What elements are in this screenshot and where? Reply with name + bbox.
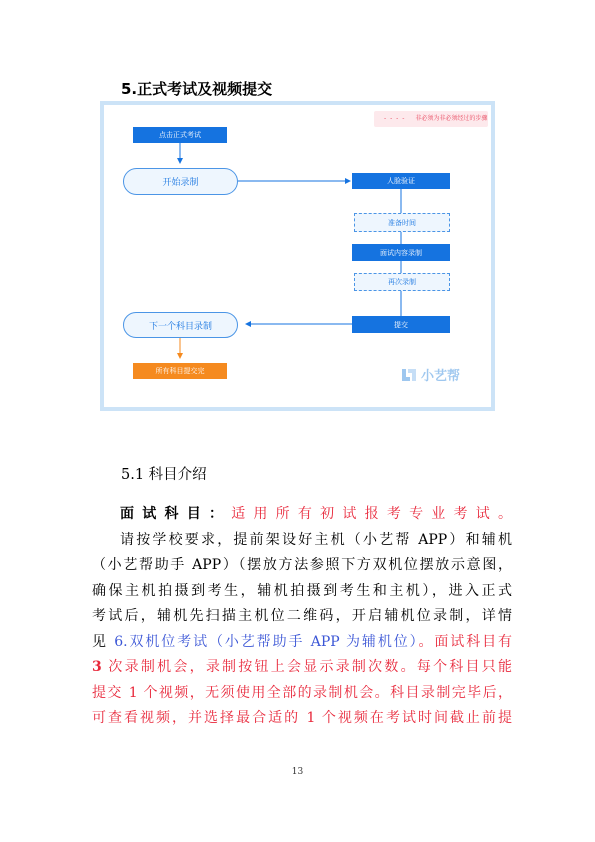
logo-icon [400, 366, 418, 384]
subsection-heading: 5.1 科目介绍 [121, 467, 207, 483]
subject-desc: 适用所有初试报考专业考试。 [231, 506, 513, 522]
subject-label: 面试科目： [120, 506, 232, 522]
page-number: 13 [291, 767, 304, 777]
node-next-subject: 下一个科目录制 [123, 312, 238, 338]
node-prepare-time: 准备时间 [354, 213, 450, 232]
node-re-record: 再次录制 [354, 273, 450, 291]
legend-dash: - - - - [384, 115, 406, 122]
section-heading: 5.正式考试及视频提交 [121, 80, 273, 98]
watermark-text: 小艺帮 [421, 369, 461, 384]
node-start-record: 开始录制 [123, 168, 238, 195]
paragraph-line-7: 3 次录制机会，录制按钮上会显示录制次数。每个科目只能 [92, 659, 512, 675]
node-all-submitted: 所有科目提交完 [133, 363, 227, 379]
node-face-verify: 人脸验证 [352, 173, 450, 189]
node-click-start: 点击正式考试 [133, 127, 227, 143]
watermark [400, 365, 460, 384]
paragraph-line-4: 确保主机拍摄到考生，辅机拍摄到考生和主机），进入正式 [92, 582, 512, 599]
legend-text: 非必须为非必须经过的步骤 [415, 115, 488, 122]
paragraph-line-2: 请按学校要求，提前架设好主机（小艺帮 APP）和辅机 [120, 531, 512, 548]
paragraph-line-9: 可查看视频，并选择最合适的 1 个视频在考试时间截止前提 [92, 710, 512, 726]
paragraph-line-5: 考试后，辅机先扫描主机位二维码，开启辅机位录制，详情 [92, 608, 512, 624]
double-camera-link[interactable]: 6.双机位考试（小艺帮助手 APP 为辅机位） [114, 633, 419, 650]
paragraph-line-8: 提交 1 个视频，无须使用全部的录制机会。科目录制完毕后， [92, 684, 512, 701]
record-count: 3 [92, 659, 102, 675]
node-interview-record: 面试内容录制 [352, 244, 450, 261]
paragraph-line-3: （小艺帮助手 APP）（摆放方法参照下方双机位摆放示意图， [92, 557, 512, 573]
paragraph [92, 502, 512, 732]
paragraph-line-6: 见 6.双机位考试（小艺帮助手 APP 为辅机位）。面试科目有 [92, 633, 513, 650]
paragraph-line-1 [92, 502, 512, 528]
node-submit: 提交 [352, 316, 450, 333]
